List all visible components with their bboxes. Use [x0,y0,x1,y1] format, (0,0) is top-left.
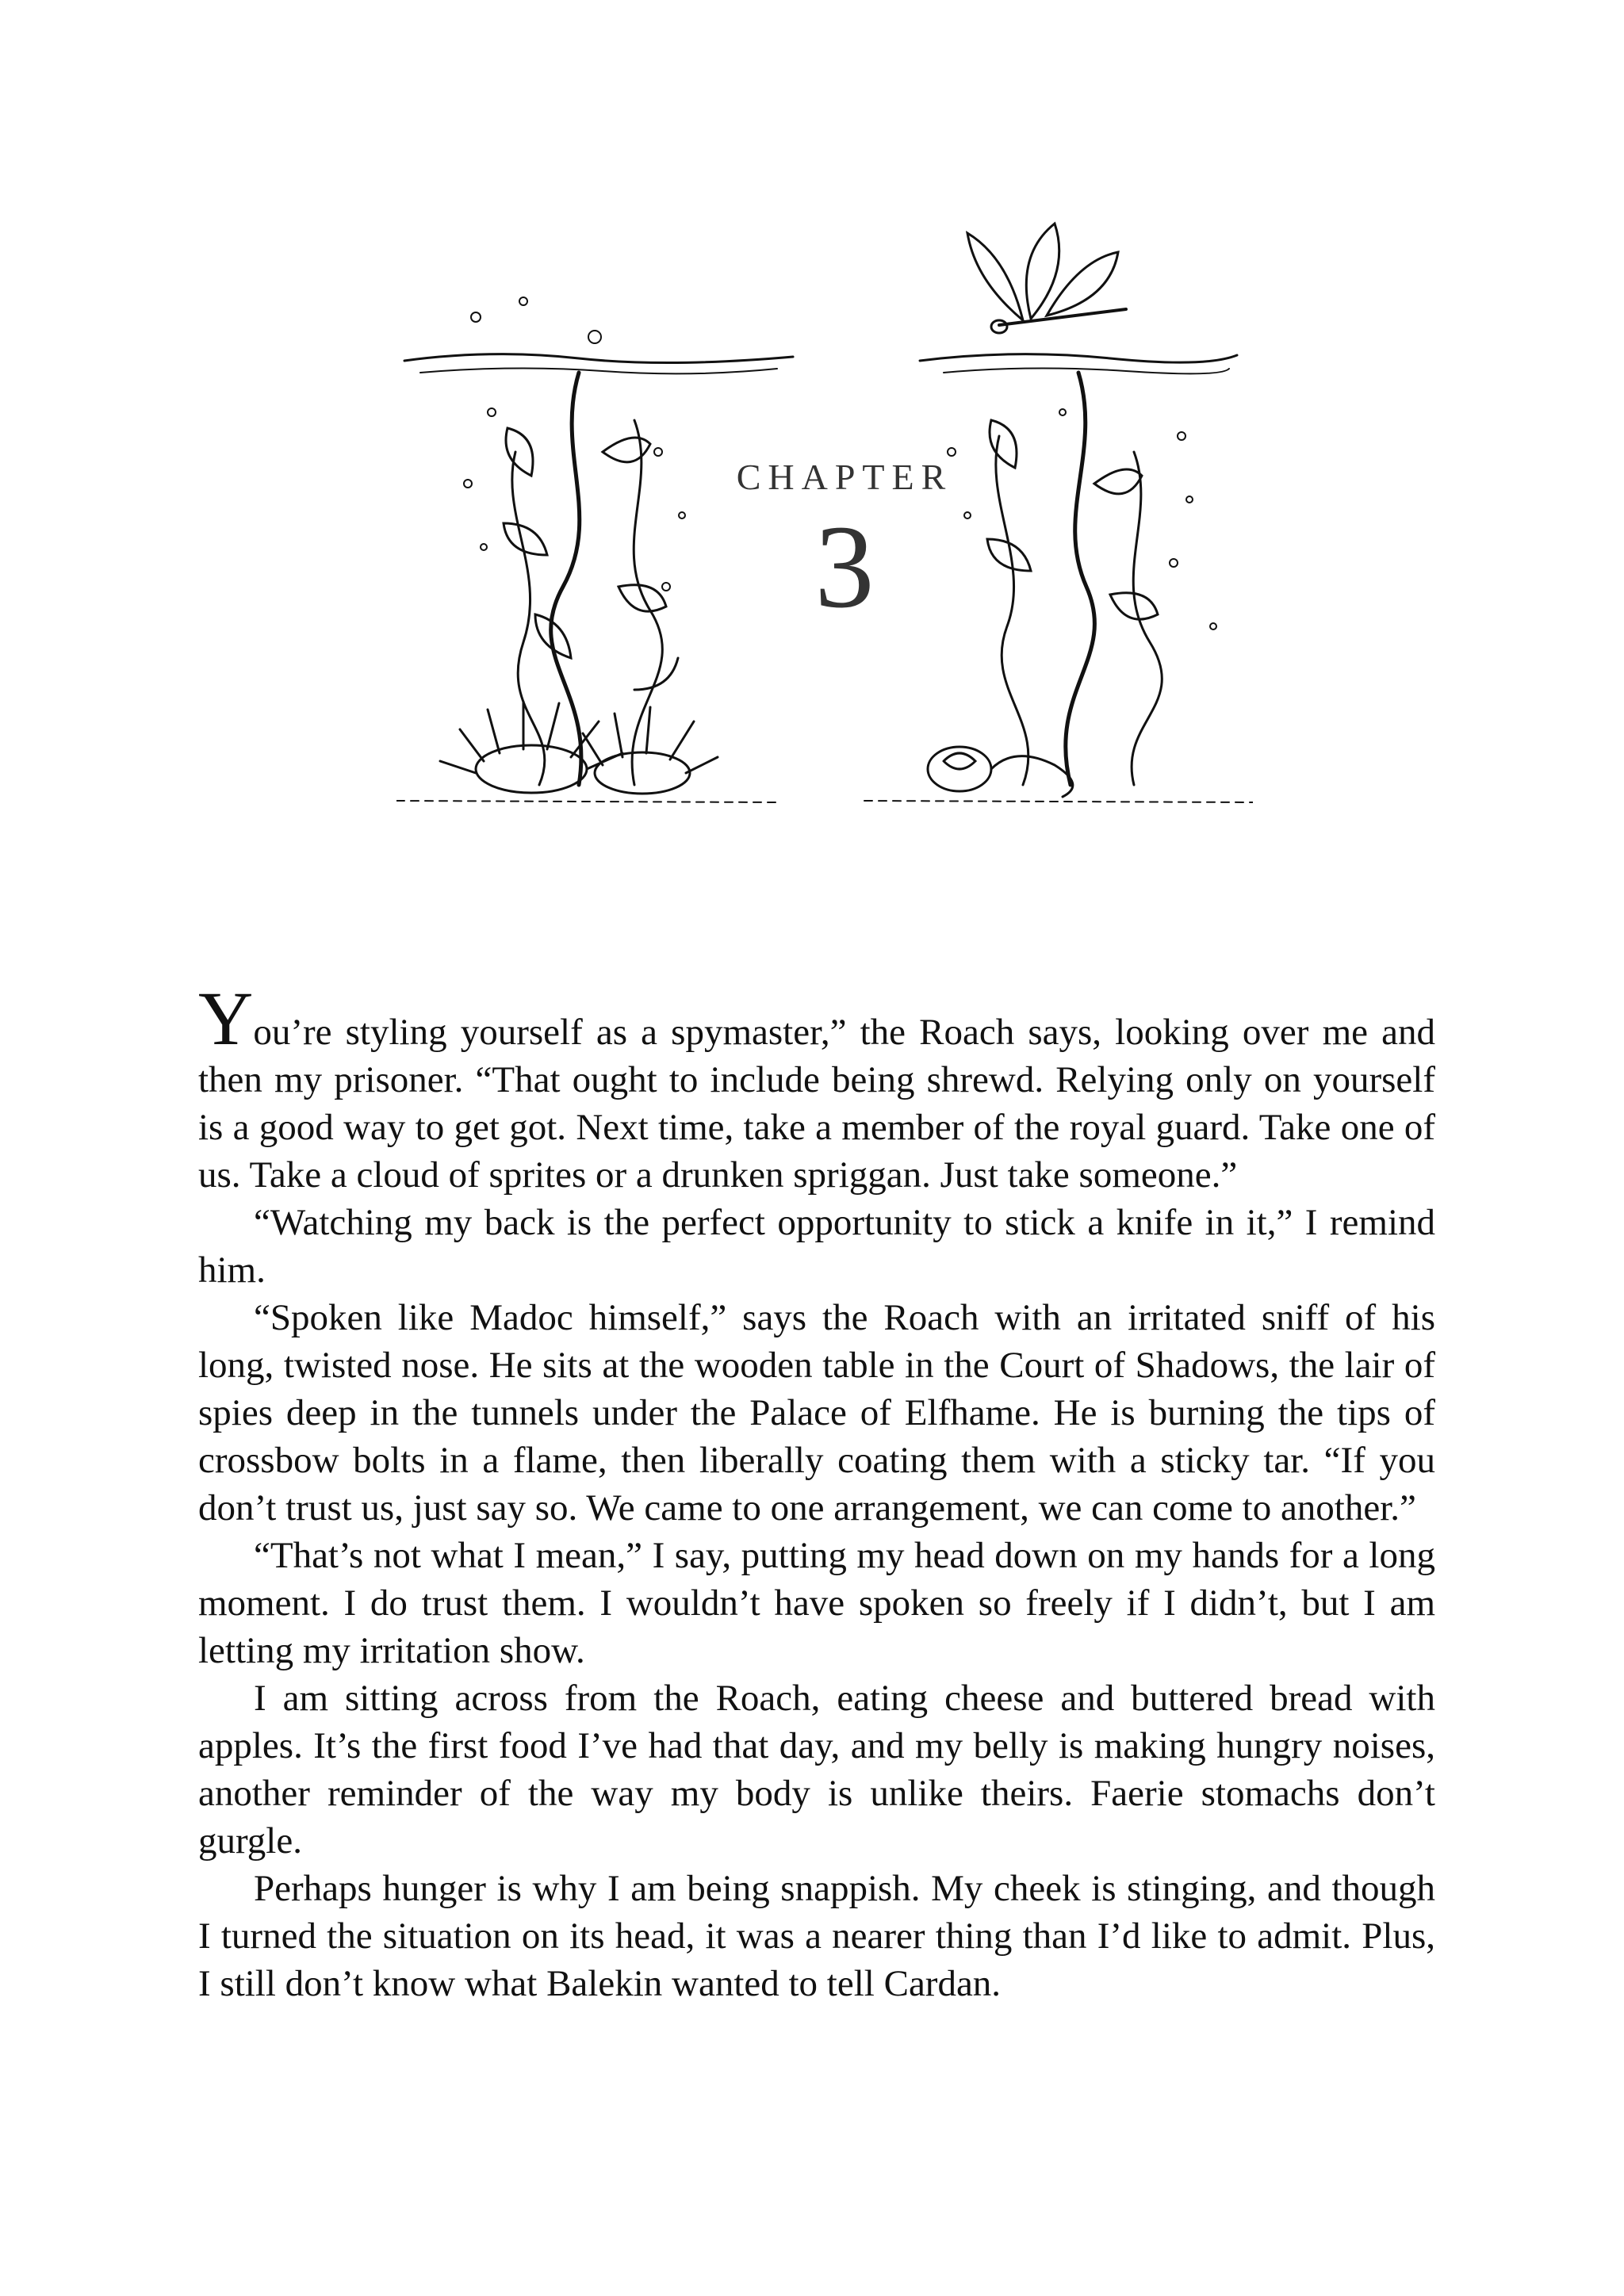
shell [928,747,1073,797]
paragraph: Perhaps hunger is why I am being snappish. My cheek is stinging, and though I turned the situation on its head, it was a nearer thing than I’d like to admit. Plus, I still don’t know what Balekin wanted to tell Cardan. [198,1868,1435,2004]
dragonfly-icon [967,224,1126,333]
left-water-surface [404,354,793,363]
paragraph: “That’s not what I mean,” I say, putting my head down on my hands for a long moment. I do trust them. I wouldn’t have spoken so freely if I didn’t, but I am letting my irritation show. [198,1535,1435,1671]
paragraph-opening [198,976,1435,1199]
right-water-surface [920,354,1237,362]
chapter-label: CHAPTER [736,457,953,497]
right-kelp [1066,373,1095,785]
left-kelp [551,373,581,785]
chapter-number: 3 [814,501,875,633]
paragraph: “Watching my back is the perfect opportunity to stick a knife in it,” I remind him. [198,1202,1435,1291]
opening-text: ou’re styling yourself as a spymaster,” the Roach says, looking over me and then my prisoner. “That ought to include being shrewd. Relying only on yourself is a good way to get got. Next time, take a member of the royal guard. Take one of us. Take a cloud of sprites or a drunken spriggan. Just take someone.” [198,1012,1435,1196]
body-text [198,976,1435,2007]
drop-cap: Y [198,976,254,1061]
paragraph: “Spoken like Madoc himself,” says the Roach with an irritated sniff of his long, twisted nose. He sits at the wooden table in the Court of Shadows, the lair of spies deep in the tunnels under the Palace of Elfhame. He is burning the tips of crossbow bolts in a flame, then liberally coating them with a sticky tar. “If you don’t trust us, just say so. We came to one arrangement, we can come to another.” [198,1297,1435,1529]
paragraph: I am sitting across from the Roach, eating cheese and buttered bread with apples. It’s the first food I’ve had that day, and my belly is making hungry noises, another reminder of the way my body is unlike theirs. Faerie stomachs don’t gurgle. [198,1678,1435,1862]
